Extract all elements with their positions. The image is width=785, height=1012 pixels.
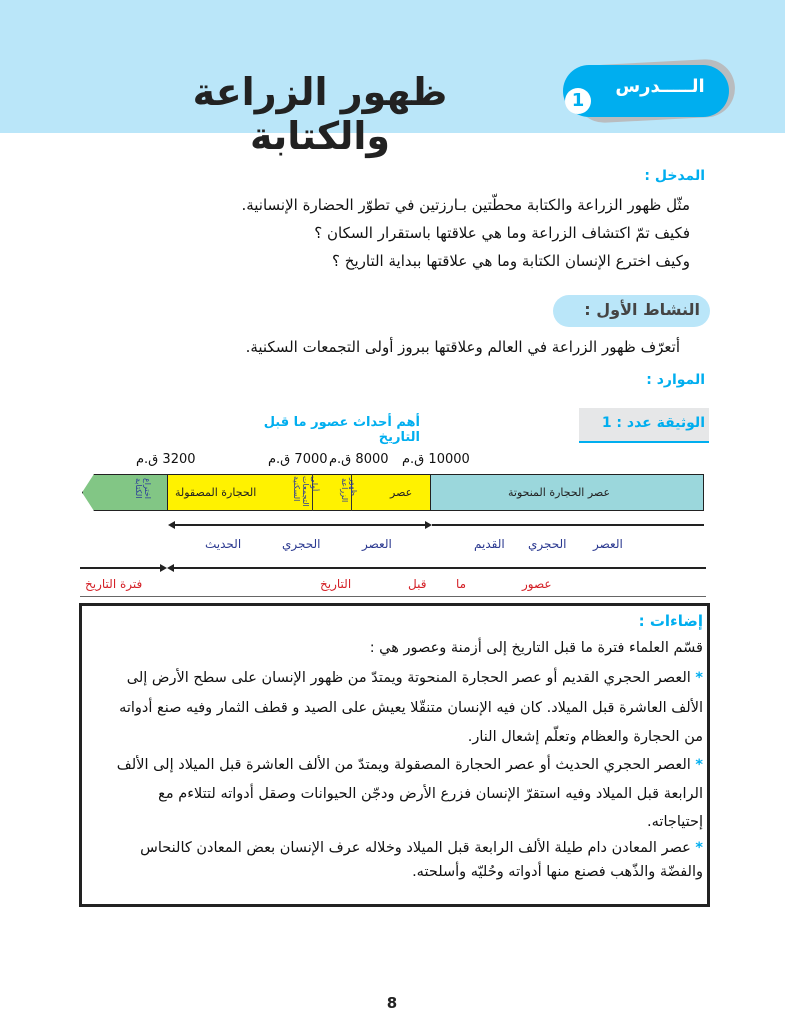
segment-writing <box>82 474 168 511</box>
info-line-4: * العصر الحجري الحديث أو عصر الحجارة المصقولة ويمتدّ من الألف العاشرة قبل الميلاد إلى الألف <box>116 757 703 773</box>
era-blue-4: العصر <box>362 537 392 551</box>
document-label: الوثيقة عدد : 1 <box>601 415 705 431</box>
era-blue-6: الحديث <box>205 537 242 551</box>
tick-8000: 8000 ق.م <box>329 452 389 467</box>
era-red-4: التاريخ <box>320 577 352 591</box>
info-line-2: الألف العاشرة قبل الميلاد. كان فيه الإنسان متنقّلا يعيش على الصيد و قطف الثمار وفيه صنع أدواته <box>119 700 703 716</box>
activity-text: أتعرّف ظهور الزراعة في العالم وعلاقتها ببروز أولى التجمعات السكنية. <box>245 338 680 356</box>
bullet-icon: * <box>695 670 703 686</box>
paleolithic-line <box>432 524 704 526</box>
tick-7000: 7000 ق.م <box>268 452 328 467</box>
era-red-2: ما <box>456 577 467 591</box>
tick-3200: 3200 ق.م <box>136 452 196 467</box>
intro-line-3: وكيف اخترع الإنسان الكتابة وما هي علاقتها ببداية التاريخ ؟ <box>332 252 690 270</box>
era-blue-5: الحجري <box>282 537 321 551</box>
arrow-right-icon <box>160 564 167 572</box>
info-line-7: * عصر المعادن دام طيلة الألف الرابعة قبل الميلاد وخلاله عرف الإنسان بعض المعادن كالنحاس <box>140 840 703 856</box>
tick-10000: 10000 ق.م <box>402 452 470 467</box>
info-line-8: والفضّة والذّهب فصنع منها أدواته وحُليّه وأسلحته. <box>412 864 703 880</box>
arrow-left-icon <box>167 564 174 572</box>
page-number: 8 <box>386 994 398 1012</box>
info-line-5: الرابعة قبل الميلاد وفيه استقرّ الإنسان فزرع الأرض ودجّن الحيوانات وصقل أدواته لتتلاءم مع <box>158 786 703 802</box>
arrow-left-icon <box>168 521 175 529</box>
intro-line-1: مثّل ظهور الزراعة والكتابة محطّتين بـارزتين في تطوّر الحضارة الإنسانية. <box>241 196 690 214</box>
intro-line-2: فكيف تمّ اكتشاف الزراعة وما هي علاقتها باستقرار السكان ؟ <box>314 224 690 242</box>
activity-label: النشاط الأول : <box>584 300 700 319</box>
resources-heading: الموارد : <box>646 372 705 388</box>
era-red-3: قبل <box>408 577 427 591</box>
arrow-right-icon <box>425 521 432 529</box>
era-red-1: عصور <box>522 577 552 591</box>
era-label-yellow: عصر <box>390 486 413 499</box>
info-line-1: * العصر الحجري القديم أو عصر الحجارة المنحوتة ويمتدّ من ظهور الإنسان على سطح الأرض إلى <box>126 670 703 686</box>
prehistory-line <box>174 567 706 569</box>
paleolithic-label: عصر الحجارة المنحوتة <box>508 486 611 499</box>
info-line-6: إحتياجاته. <box>647 814 703 830</box>
history-line <box>80 567 162 569</box>
era-blue-1: العصر <box>593 537 623 551</box>
document-caption: أهم أحداث عصور ما قبل التاريخ <box>263 415 420 445</box>
timeline-bottom-rule <box>80 596 706 597</box>
first-settlements-label: أولى التجمعات السكنية <box>292 476 319 507</box>
neolithic-label: الحجارة المصقولة <box>175 486 257 499</box>
agriculture-label: ظهور الزراعة <box>340 478 358 503</box>
writing-label: اختراع الكتابة <box>134 478 152 499</box>
era-blue-2: الحجري <box>528 537 567 551</box>
bullet-icon: * <box>695 840 703 856</box>
bullet-icon: * <box>695 757 703 773</box>
lesson-label: الـــــدرس <box>615 76 705 97</box>
page-title: ظهور الزراعة والكتابة <box>192 70 448 158</box>
info-line-3: من الحجارة والعظام وتعلّم إشعال النار. <box>467 729 703 745</box>
era-blue-3: القديم <box>474 537 505 551</box>
neolithic-line <box>175 524 427 526</box>
lesson-number: 1 <box>565 88 591 114</box>
intro-heading: المدخل : <box>644 168 705 184</box>
info-heading: إضاءات : <box>638 612 703 630</box>
history-period-label: فترة التاريخ <box>85 577 143 591</box>
info-intro: قسّم العلماء فترة ما قبل التاريخ إلى أزمنة وعصور هي : <box>369 640 703 656</box>
